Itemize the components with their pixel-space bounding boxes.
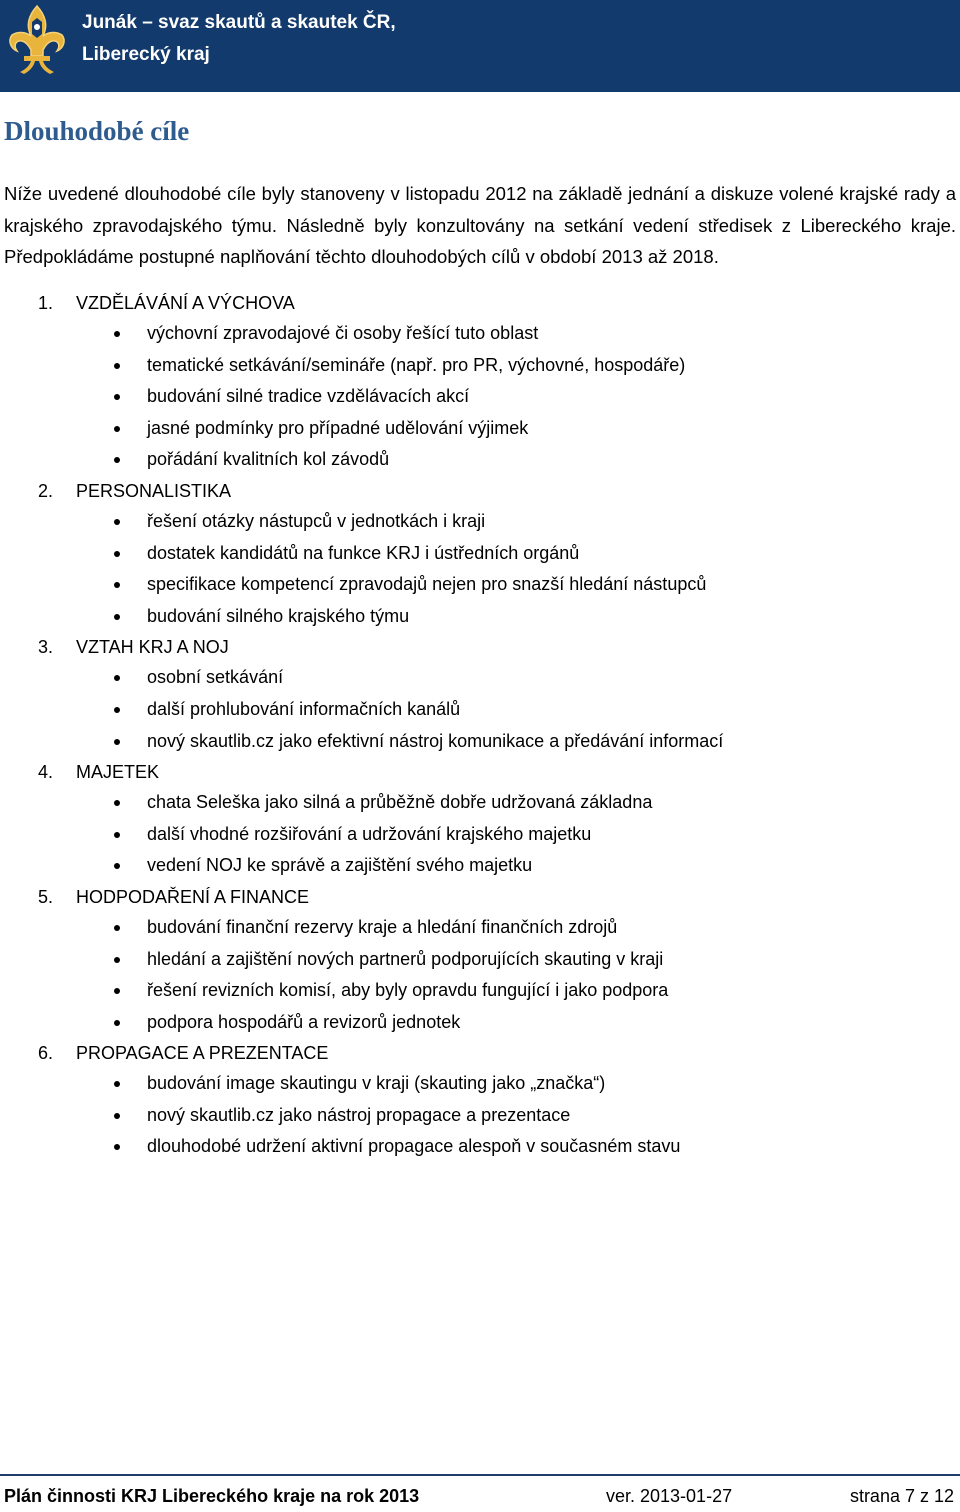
goal-heading-label: VZTAH KRJ A NOJ — [76, 637, 229, 658]
list-item — [0, 506, 960, 538]
bullet-icon — [114, 707, 120, 713]
list-item — [0, 601, 960, 633]
bullet-icon — [114, 551, 120, 557]
list-item — [0, 694, 960, 726]
list-item — [0, 787, 960, 819]
bullet-icon — [114, 925, 120, 931]
bullet-icon — [114, 739, 120, 745]
goal-heading — [0, 757, 960, 787]
list-item-text: další prohlubování informačních kanálů — [147, 698, 461, 719]
bullet-icon — [114, 832, 120, 838]
page-footer — [0, 1474, 960, 1512]
goal-section — [0, 1038, 960, 1163]
footer-document-title: Plán činnosti KRJ Libereckého kraje na rok 2013 — [4, 1486, 420, 1506]
list-item-text: dostatek kandidátů na funkce KRJ i ústředních orgánů — [147, 542, 580, 563]
org-name-line2: Liberecký kraj — [82, 44, 210, 65]
goal-number: 6. — [38, 1043, 54, 1064]
list-item-text: nový skautlib.cz jako nástroj propagace a prezentace — [147, 1104, 571, 1125]
page-header — [0, 0, 960, 92]
list-item-text: budování silného krajského týmu — [147, 605, 410, 626]
list-item-text: dlouhodobé udržení aktivní propagace alespoň v současném stavu — [147, 1136, 681, 1157]
list-item — [0, 413, 960, 445]
list-item — [0, 444, 960, 476]
bullet-icon — [114, 614, 120, 620]
bullet-icon — [114, 988, 120, 994]
list-item — [0, 662, 960, 694]
goal-heading — [0, 632, 960, 662]
goal-items — [0, 912, 960, 1038]
list-item-text: osobní setkávání — [147, 667, 284, 688]
list-item — [0, 350, 960, 382]
list-item-text: řešení revizních komisí, aby byly opravdu fungující i jako podpora — [147, 980, 669, 1001]
list-item-text: tematické setkávání/semináře (např. pro PR, výchovné, hospodáře) — [147, 354, 686, 375]
goal-heading-label: VZDĚLÁVÁNÍ A VÝCHOVA — [76, 293, 295, 313]
goal-section — [0, 632, 960, 757]
list-item-text: podpora hospodářů a revizorů jednotek — [147, 1011, 461, 1032]
goal-section — [0, 288, 960, 476]
list-item-text: budování silné tradice vzdělávacích akcí — [147, 386, 470, 407]
goal-number: 3. — [38, 637, 54, 658]
goal-heading — [0, 882, 960, 912]
list-item — [0, 1068, 960, 1100]
goals-list — [0, 288, 960, 1163]
list-item-text: budování finanční rezervy kraje a hledání finančních zdrojů — [147, 916, 618, 937]
goal-heading — [0, 288, 960, 318]
goal-section — [0, 882, 960, 1038]
bullet-icon — [114, 1020, 120, 1026]
list-item — [0, 912, 960, 944]
bullet-icon — [114, 457, 120, 463]
goal-section — [0, 476, 960, 632]
list-item — [0, 1100, 960, 1132]
list-item-text: jasné podmínky pro případné udělování výjimek — [147, 417, 529, 438]
list-item — [0, 819, 960, 851]
goal-items — [0, 1068, 960, 1163]
org-name-line1: Junák – svaz skautů a skautek ČR, — [82, 12, 396, 33]
list-item-text: chata Seleška jako silná a průběžně dobře udržovaná základna — [147, 792, 653, 813]
bullet-icon — [114, 675, 120, 681]
bullet-icon — [114, 800, 120, 806]
goal-number: 5. — [38, 886, 54, 907]
bullet-icon — [114, 582, 120, 588]
list-item — [0, 944, 960, 976]
page-title: Dlouhodobé cíle — [4, 116, 190, 146]
goal-number: 4. — [38, 762, 54, 783]
intro-paragraph: Níže uvedené dlouhodobé cíle byly stanoveny v listopadu 2012 na základě jednání a diskuze volené krajské rady a krajského zpravodajského týmu. Následně byly konzultovány na setkání vedení středisek z Libereckého kraje. Předpokládáme postupné naplňování těchto dlouhodobých cílů v období 2013 až 2018. — [4, 183, 956, 267]
goal-heading — [0, 1038, 960, 1068]
goal-items — [0, 506, 960, 632]
list-item-text: pořádání kvalitních kol závodů — [147, 449, 390, 470]
goal-items — [0, 787, 960, 882]
list-item — [0, 569, 960, 601]
list-item — [0, 975, 960, 1007]
list-item-text: specifikace kompetencí zpravodajů nejen pro snazší hledání nástupců — [147, 574, 707, 595]
bullet-icon — [114, 394, 120, 400]
list-item-text: řešení otázky nástupců v jednotkách i kraji — [147, 510, 486, 531]
goal-section — [0, 757, 960, 882]
goal-heading-label: MAJETEK — [76, 762, 160, 783]
list-item — [0, 850, 960, 882]
list-item — [0, 381, 960, 413]
list-item — [0, 1007, 960, 1039]
bullet-icon — [114, 1113, 120, 1119]
goal-heading-label: PROPAGACE A PREZENTACE — [76, 1043, 329, 1064]
list-item-text: další vhodné rozšiřování a udržování krajského majetku — [147, 823, 592, 844]
list-item-text: hledání a zajištění nových partnerů podporujících skauting v kraji — [147, 948, 664, 969]
goal-heading — [0, 476, 960, 506]
list-item — [0, 726, 960, 758]
bullet-icon — [114, 519, 120, 525]
bullet-icon — [114, 426, 120, 432]
list-item — [0, 538, 960, 570]
goal-heading-label: PERSONALISTIKA — [76, 480, 232, 501]
bullet-icon — [114, 363, 120, 369]
bullet-icon — [114, 331, 120, 337]
bullet-icon — [114, 1081, 120, 1087]
bullet-icon — [114, 1144, 120, 1150]
goal-heading-label: HODPODAŘENÍ A FINANCE — [76, 886, 310, 907]
list-item-text: vedení NOJ ke správě a zajištění svého majetku — [147, 855, 533, 876]
list-item-text: výchovní zpravodajové či osoby řešící tuto oblast — [147, 323, 539, 343]
list-item-text: budování image skautingu v kraji (skauting jako „značka“) — [147, 1073, 606, 1094]
list-item — [0, 1131, 960, 1163]
scout-lily-emblem-icon — [4, 4, 70, 80]
bullet-icon — [114, 957, 120, 963]
goal-items — [0, 318, 960, 476]
list-item-text: nový skautlib.cz jako efektivní nástroj komunikace a předávání informací — [147, 730, 724, 751]
footer-version: ver. 2013-01-27 — [606, 1486, 733, 1506]
bullet-icon — [114, 863, 120, 869]
footer-page-number: strana 7 z 12 — [849, 1486, 954, 1506]
goal-number: 2. — [38, 480, 54, 501]
goal-number: 1. — [38, 293, 54, 313]
list-item — [0, 318, 960, 350]
goal-items — [0, 662, 960, 757]
